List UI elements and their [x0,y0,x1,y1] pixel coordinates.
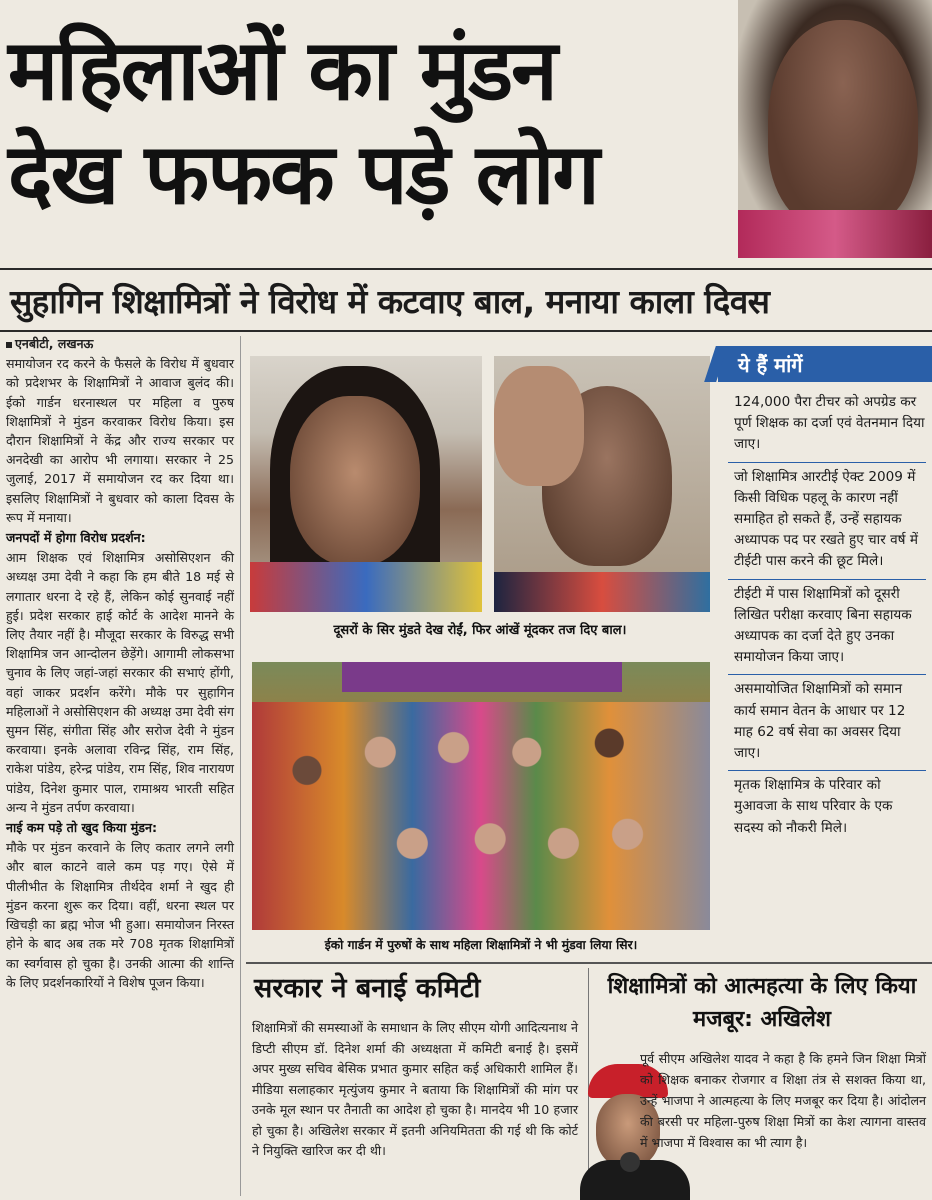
group-photo-caption: ईको गार्डन में पुरुषों के साथ महिला शिक्षामित्रों ने भी मुंडवा लिया सिर। [324,938,638,952]
akhilesh-article [600,1048,926,1153]
divider-top [0,268,932,270]
main-headline [8,18,748,226]
article-subhead-2: नाई कम पड़े तो खुद किया मुंडन: [6,820,158,836]
demands-title-text: ये हैं मांगें [738,353,803,377]
committee-headline: सरकार ने बनाई कमिटी [254,973,481,1004]
column-divider [240,336,241,1196]
divider-bottom [246,962,932,964]
shaved-woman-photo [738,0,932,258]
demand-item: जो शिक्षामित्र आरटीई ऐक्ट 2009 में किसी विधिक पहलू के कारण नहीं समाहित हो सकते हैं, उन्हें सहायक अध्यापक पद पर रखते हुए चार वर्ष में टीईटी पास करने की छूट मिले। [728,463,926,580]
article-paragraph-3: मौके पर मुंडन करवाने के लिए कतार लगने लगी और बाल काटने वाले कम पड़ गए। ऐसे में पीलीभीत के शिक्षामित्र तीर्थदेव शर्मा ने खुद ही मुंडन करना शुरू कर दिया। वहीं, धरना स्थल पर खिचड़ी का ब्रह्म भोज भी हुआ। समायोजन निरस्त होने के बाद अब तक मरे 708 मृतक शिक्षामित्रों का स्वर्गवास हो चुका है। उनकी आत्मा की शान्ति के लिए प्रदर्शनकारियों ने विशेष पूजन किया। [6,840,234,990]
akhilesh-article-text: पूर्व सीएम अखिलेश यादव ने कहा है कि हमने जिन शिक्षा मित्रों को शिक्षक बनाकर रोजगार व शिक्षा तंत्र से सशक्त किया था, उन्हें भाजपा ने आत्महत्या के लिए मजबूर कर दिया है। आंदोलन की बरसी पर महिला-पुरुष शिक्षा मित्रों का केश त्यागना वास्तव में भाजपा में विश्वास का भी त्याग है। [640,1051,926,1150]
headline-line-1: महिलाओं का मुंडन [8,21,556,119]
demands-box [718,346,932,950]
head-shaving-photo [494,356,710,612]
article-subhead-1: जनपदों में होगा विरोध प्रदर्शन: [6,530,146,546]
bullet-square-icon [6,342,12,348]
left-column-article [6,334,234,993]
article-paragraph-2: आम शिक्षक एवं शिक्षामित्र असोसिएशन की अध्यक्ष उमा देवी ने कहा कि हम बीते 18 मई से लगातार धरना दे रहे हैं, लेकिन कोई सुनवाई नहीं हुई। प्रदेश सरकार हाई कोर्ट के आदेश मानने के लिए तैयार नहीं है। मौजूदा सरकार के विरुद्ध सभी शिक्षामित्र जन आन्दोलन छेड़ेंगे। आगामी लोकसभा चुनाव के लिए जहां-जहां सरकार की सभाएं होंगी, वहां जाकर प्रदर्शन करेंगे। मौके पर सुहागिन महिलाओं ने असोसिएशन की अध्यक्ष उमा देवी संग सुमन सिंह, संगीता सिंह और सरोज देवी ने मुंडन करवाया। इनके अलावा रविन्द्र सिंह, राम सिंह, राकेश पांडेय, हरेन्द्र पांडेय, राम सिंह, शिव नारायण पांडेय, दिनेश कुमार पाल, रामाश्रय भारती सहित अन्य ने मुंडन तर्पण करवाया। [6,550,234,815]
demand-item: टीईटी में पास शिक्षामित्रों को दूसरी लिखित परीक्षा करवाए बिना सहायक अध्यापक का दर्जा देते हुए उनका समायोजन किया जाए। [728,580,926,676]
demands-list [728,388,926,845]
dateline [6,334,234,353]
dateline-text: एनबीटी, लखनऊ [15,336,94,351]
photo-pair-caption: दूसरों के सिर मुंडते देख रोईं, फिर आंखें मूंदकर तज दिए बाल। [333,623,627,638]
demands-title [718,346,932,382]
committee-article: शिक्षामित्रों की समस्याओं के समाधान के लिए सीएम योगी आदित्यनाथ ने डिप्टी सीएम डॉ. दिनेश शर्मा की अध्यक्षता में कमिटी बनाई है। इसमें अपर मुख्य सचिव बेसिक प्रभात कुमार सहित कई अधिकारी शामिल हैं। मीडिया सलाहकार मृत्युंजय कुमार ने बताया कि शिक्षामित्रों की मांग पर उनके मूल स्थान पर तैनाती का आदेश हो चुका है। मानदेय भी 10 हजार हो चुका है। अखिलेश सरकार में इतनी अनियमितता की गई थी कि कोर्ट ने नियुक्ति खारिज कर दी थी। [252,1020,578,1158]
article-paragraph-1: समायोजन रद करने के फैसले के विरोध में बुधवार को प्रदेशभर के शिक्षामित्रों ने आवाज बुलंद की। ईको गार्डन धरनास्थल पर महिला व पुरुष शिक्षामित्रों ने मुंडन करवाकर विरोध किया। इस दौरान शिक्षामित्रों ने केंद्र और राज्य सरकार पर अनदेखी का आरोप भी लगाया। सरकार ने 25 जुलाई, 2017 में समायोजन रद कर दिया था। इसलिए शिक्षामित्रों ने बुधवार को काला दिवस के रूप में मनाया। [6,356,234,525]
subheadline: सुहागिन शिक्षामित्रों ने विरोध में कटवाए बाल, मनाया काला दिवस [10,282,770,321]
akhilesh-headline: शिक्षामित्रों को आत्महत्या के लिए किया मजबूर: अखिलेश [607,974,917,1032]
demand-item: 124,000 पैरा टीचर को अपग्रेड कर पूर्ण शिक्षक का दर्जा एवं वेतनमान दिया जाए। [728,388,926,463]
demand-item: मृतक शिक्षामित्र के परिवार को मुआवजा के साथ परिवार के एक सदस्य को नौकरी मिले। [734,777,893,836]
divider-subhead [0,330,932,332]
group-protest-photo [252,662,710,930]
microphone-icon [620,1152,640,1172]
headline-line-2: देख फफक पड़े लोग [8,125,598,223]
crying-woman-photo [250,356,482,612]
demand-item: असमायोजित शिक्षामित्रों को समान कार्य समान वेतन के आधार पर 12 माह 62 वर्ष सेवा का अवसर दिया जाए। [728,675,926,771]
